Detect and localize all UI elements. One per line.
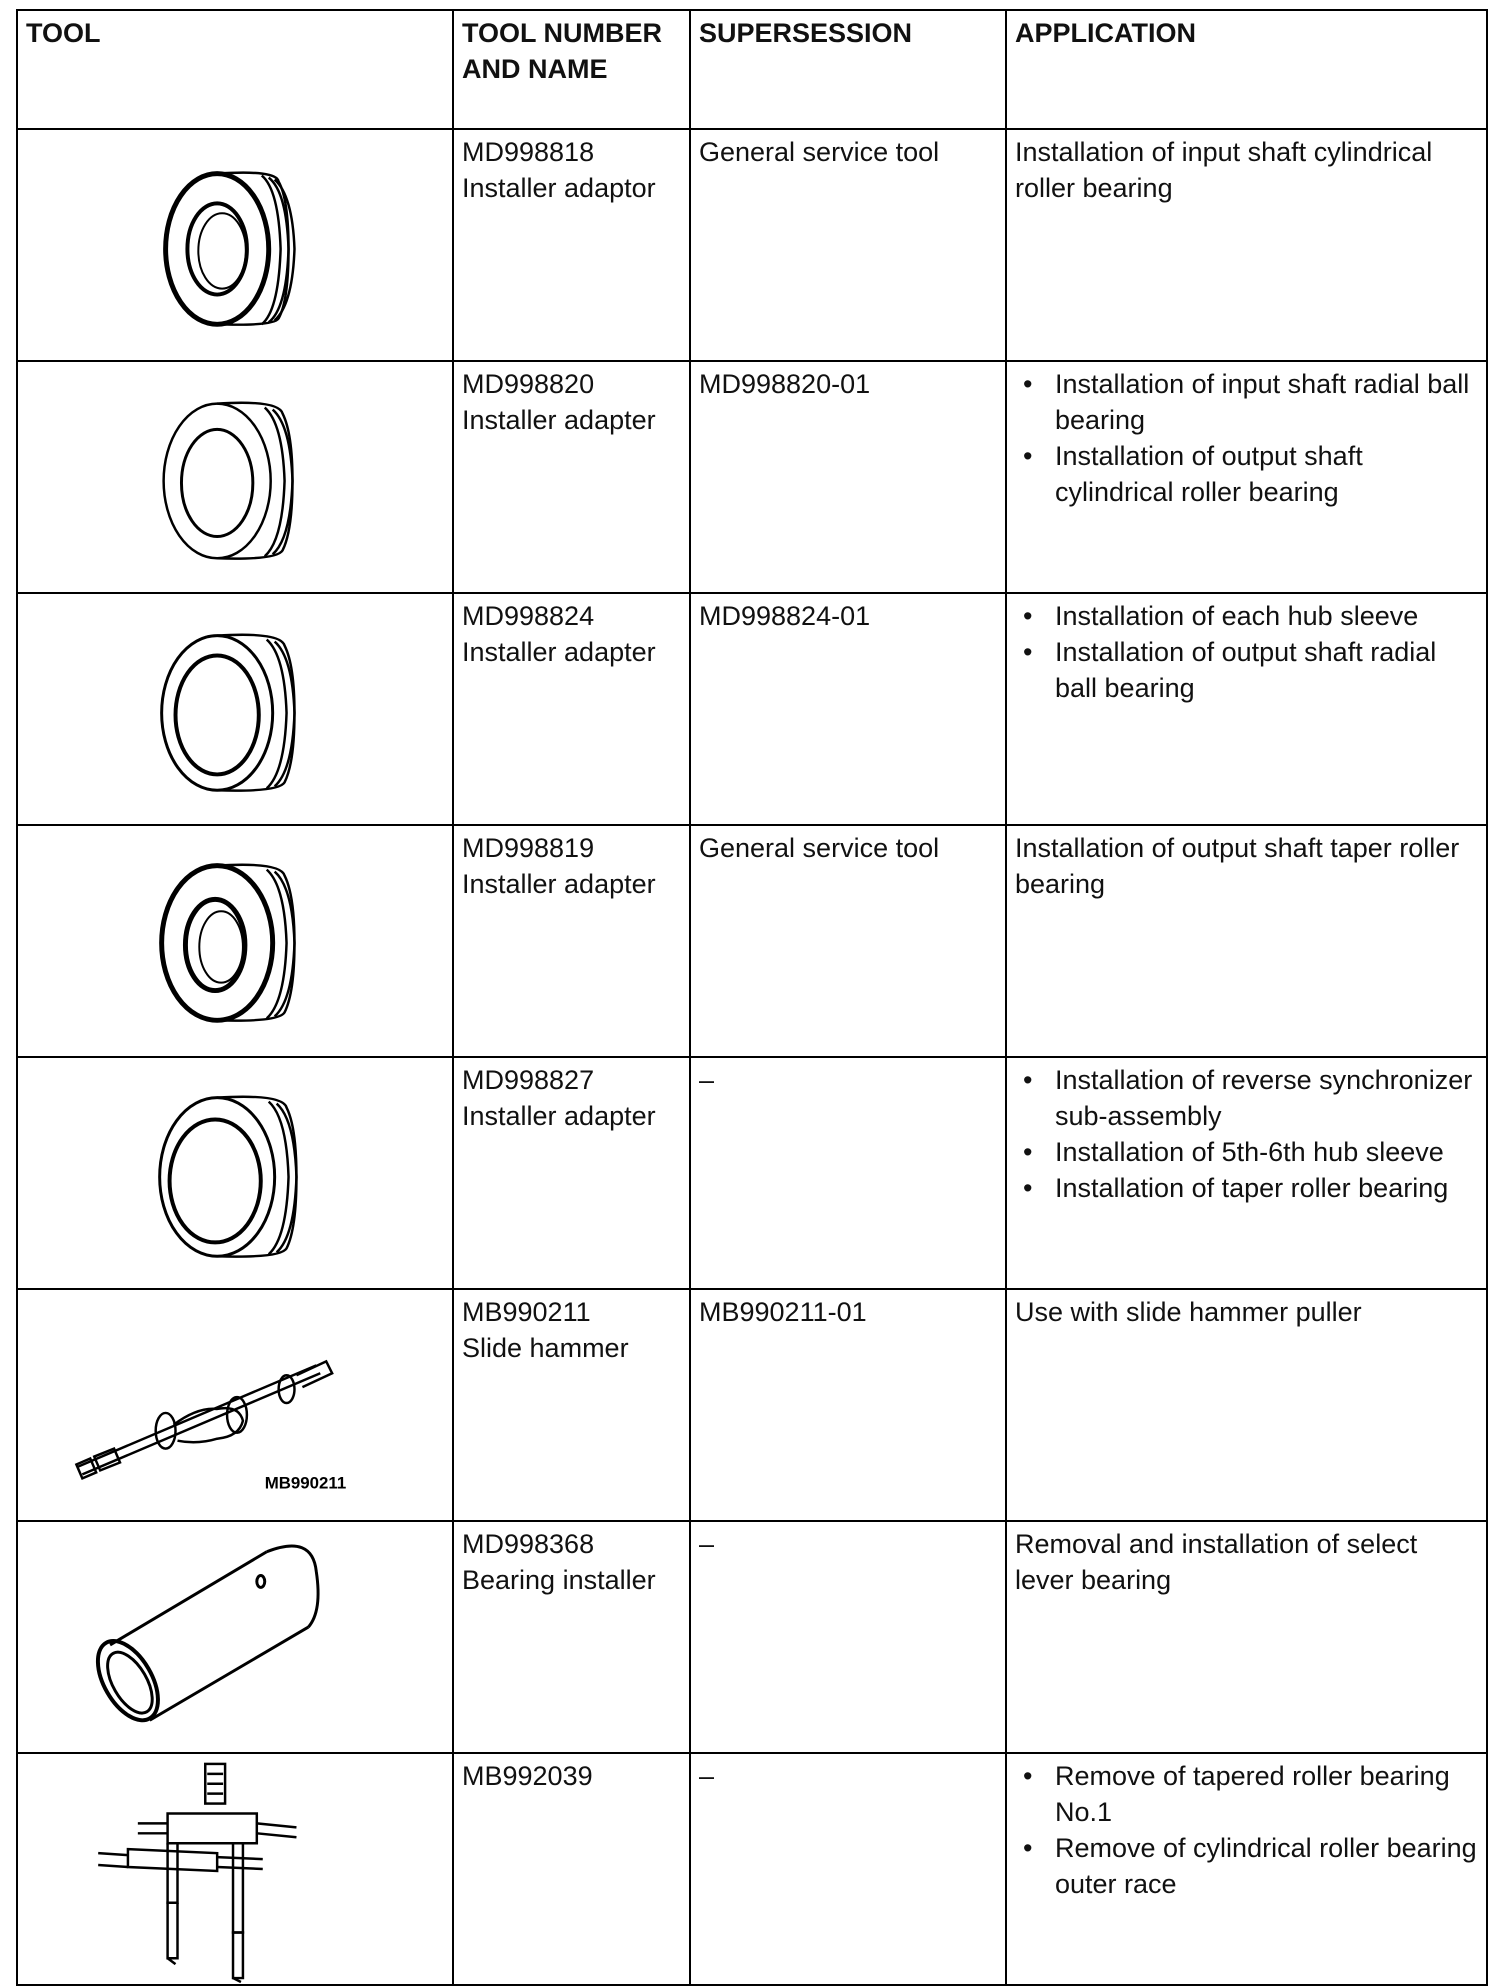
header-tool-number-and-name: TOOL NUMBER AND NAME bbox=[453, 10, 690, 129]
supersession-cell: General service tool bbox=[690, 825, 1006, 1057]
tool-number-name-cell bbox=[453, 593, 690, 825]
tool-image-cell bbox=[17, 1057, 453, 1289]
image-label: MB990211 bbox=[264, 1473, 347, 1493]
tool-number-name-cell bbox=[453, 825, 690, 1057]
tool-number-name-cell bbox=[453, 1057, 690, 1289]
header-row bbox=[17, 10, 1487, 129]
tool-name: Installer adapter bbox=[462, 637, 656, 667]
table-row bbox=[17, 361, 1487, 593]
application-list bbox=[1015, 1758, 1478, 1902]
tool-name: Installer adapter bbox=[462, 1101, 656, 1131]
supersession-cell: – bbox=[690, 1753, 1006, 1985]
table-row bbox=[17, 1753, 1487, 1985]
tool-number-name-cell bbox=[453, 1289, 690, 1521]
application-cell bbox=[1006, 593, 1487, 825]
tool-number-name-cell bbox=[453, 1753, 690, 1985]
application-cell bbox=[1006, 1753, 1487, 1985]
list-item: • Remove of tapered roller bearing No.1 bbox=[1055, 1758, 1478, 1830]
table-row bbox=[17, 1057, 1487, 1289]
tool-number: MD998824 bbox=[462, 601, 595, 631]
supersession-cell: MB990211-01 bbox=[690, 1289, 1006, 1521]
list-item: • Installation of input shaft radial ball bearing bbox=[1055, 366, 1478, 438]
table-row bbox=[17, 825, 1487, 1057]
tool-image-cell bbox=[17, 1753, 453, 1985]
table-row bbox=[17, 593, 1487, 825]
tool-image-cell bbox=[17, 129, 453, 361]
application-cell: Use with slide hammer puller bbox=[1006, 1289, 1487, 1521]
tool-number: MD998818 bbox=[462, 137, 595, 167]
tool-number: MD998368 bbox=[462, 1529, 595, 1559]
bearing-installer-icon bbox=[18, 1522, 452, 1752]
installer-adapter-icon bbox=[18, 826, 452, 1056]
special-tools-table bbox=[16, 9, 1488, 1986]
tool-name: Installer adapter bbox=[462, 405, 656, 435]
tool-number: MD998820 bbox=[462, 369, 595, 399]
supersession-cell: – bbox=[690, 1057, 1006, 1289]
list-item: • Installation of 5th-6th hub sleeve bbox=[1055, 1134, 1478, 1170]
tool-number: MB990211 bbox=[462, 1297, 591, 1327]
supersession-cell: MD998820-01 bbox=[690, 361, 1006, 593]
tool-name: Bearing installer bbox=[462, 1565, 656, 1595]
application-list bbox=[1015, 598, 1478, 706]
header-tool: TOOL bbox=[17, 10, 453, 129]
tool-name: Slide hammer bbox=[462, 1333, 629, 1363]
table-row bbox=[17, 129, 1487, 361]
application-cell bbox=[1006, 361, 1487, 593]
application-cell: Removal and installation of select lever bearing bbox=[1006, 1521, 1487, 1753]
tool-number: MD998819 bbox=[462, 833, 595, 863]
tool-number-name-cell bbox=[453, 1521, 690, 1753]
installer-adapter-icon bbox=[18, 1058, 452, 1288]
installer-adaptor-icon bbox=[18, 130, 452, 360]
bearing-puller-icon bbox=[18, 1754, 452, 1984]
tool-image-cell bbox=[17, 1521, 453, 1753]
application-list bbox=[1015, 1062, 1478, 1206]
tool-image-cell bbox=[17, 361, 453, 593]
table-row bbox=[17, 1289, 1487, 1521]
header-supersession: SUPERSESSION bbox=[690, 10, 1006, 129]
tool-number: MD998827 bbox=[462, 1065, 595, 1095]
list-item: • Remove of cylindrical roller bearing outer race bbox=[1055, 1830, 1478, 1902]
installer-adapter-icon bbox=[18, 594, 452, 824]
application-cell: Installation of output shaft taper roller bearing bbox=[1006, 825, 1487, 1057]
tool-number-name-cell bbox=[453, 361, 690, 593]
list-item: • Installation of output shaft cylindrical roller bearing bbox=[1055, 438, 1478, 510]
table-row bbox=[17, 1521, 1487, 1753]
list-item: • Installation of each hub sleeve bbox=[1055, 598, 1478, 634]
list-item: • Installation of taper roller bearing bbox=[1055, 1170, 1478, 1206]
application-cell bbox=[1006, 1057, 1487, 1289]
supersession-cell: – bbox=[690, 1521, 1006, 1753]
tool-name: Installer adaptor bbox=[462, 173, 656, 203]
tool-name: Installer adapter bbox=[462, 869, 656, 899]
tool-image-cell bbox=[17, 1289, 453, 1521]
slide-hammer-icon bbox=[18, 1290, 452, 1520]
header-application: APPLICATION bbox=[1006, 10, 1487, 129]
tool-number: MB992039 bbox=[462, 1761, 593, 1791]
tool-image-cell bbox=[17, 593, 453, 825]
supersession-cell: General service tool bbox=[690, 129, 1006, 361]
list-item: • Installation of reverse synchronizer sub-assembly bbox=[1055, 1062, 1478, 1134]
tool-number-name-cell bbox=[453, 129, 690, 361]
installer-adapter-icon bbox=[18, 362, 452, 592]
supersession-cell: MD998824-01 bbox=[690, 593, 1006, 825]
application-cell: Installation of input shaft cylindrical roller bearing bbox=[1006, 129, 1487, 361]
list-item: • Installation of output shaft radial ball bearing bbox=[1055, 634, 1478, 706]
tool-image-cell bbox=[17, 825, 453, 1057]
application-list bbox=[1015, 366, 1478, 510]
